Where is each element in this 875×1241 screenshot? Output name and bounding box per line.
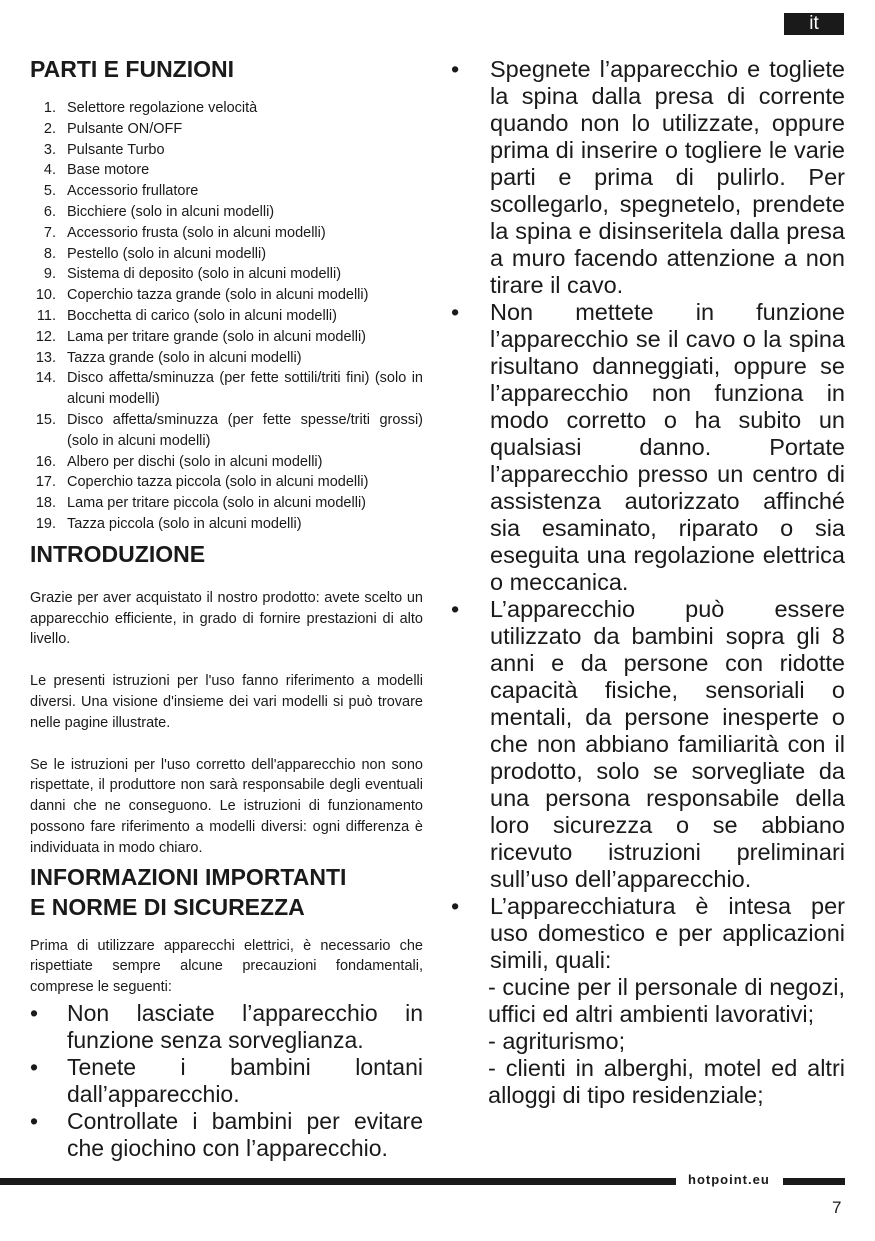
parts-item-text: Tazza piccola (solo in alcuni modelli) bbox=[67, 515, 302, 532]
bullet-icon: • bbox=[30, 999, 39, 1026]
parts-item-number: 9. bbox=[43, 266, 56, 283]
parts-item-text: Base motore bbox=[67, 162, 150, 179]
bullet-icon: • bbox=[451, 893, 460, 919]
footer-bar-left bbox=[0, 1178, 676, 1185]
parts-item-text: Bocchetta di carico (solo in alcuni modelli) bbox=[67, 307, 337, 324]
parts-list-item bbox=[30, 493, 423, 514]
parts-item-number: 4. bbox=[43, 162, 56, 179]
safety-left-item-text: Controllate i bambini per evitare che giochino con l’apparecchio. bbox=[67, 1107, 423, 1161]
parts-item-text: Disco affetta/sminuzza (per fette sottili/triti fini) (solo in alcuni modelli) bbox=[67, 370, 423, 408]
parts-list-item bbox=[30, 472, 423, 493]
footer-brand: hotpoint.eu bbox=[688, 1172, 770, 1187]
parts-item-number: 6. bbox=[43, 203, 56, 220]
parts-list-item bbox=[30, 202, 423, 223]
parts-list-item bbox=[30, 264, 423, 285]
safety-right-item bbox=[450, 56, 845, 299]
intro-title: INTRODUZIONE bbox=[30, 540, 206, 567]
intro-paragraph-2: Le presenti istruzioni per l'uso fanno riferimento a modelli diversi. Una visione d'insieme dei vari modelli si può trovare nelle pagine illustrate. bbox=[30, 673, 423, 731]
safety-left-item bbox=[30, 1108, 423, 1162]
safety-intro: Prima di utilizzare apparecchi elettrici, è necessario che rispettiate sempre alcune precauzioni fondamentali, comprese le seguenti: bbox=[30, 937, 423, 996]
bullet-icon: • bbox=[451, 56, 460, 82]
footer-bar-right bbox=[783, 1178, 845, 1185]
language-tab: it bbox=[784, 13, 844, 35]
parts-item-text: Pulsante Turbo bbox=[67, 141, 165, 158]
parts-item-text: Lama per tritare piccola (solo in alcuni modelli) bbox=[67, 495, 366, 512]
parts-list bbox=[30, 98, 423, 535]
safety-right-list bbox=[450, 56, 845, 974]
parts-item-number: 17. bbox=[35, 474, 56, 491]
parts-list-item bbox=[30, 140, 423, 161]
parts-item-text: Coperchio tazza piccola (solo in alcuni modelli) bbox=[67, 474, 369, 491]
safety-right-item bbox=[450, 893, 845, 974]
parts-item-number: 14. bbox=[35, 370, 56, 387]
parts-list-item bbox=[30, 285, 423, 306]
parts-item-number: 11. bbox=[36, 307, 56, 324]
intro-paragraph-3: Se le istruzioni per l'uso corretto dell'apparecchio non sono rispettate, il produttore non sarà responsabile degli eventuali danni che ne conseguono. Le istruzioni di funzionamento possono fare riferimento a modelli diversi: ogni differenza è individuata in modo chiaro. bbox=[30, 756, 423, 856]
right-column bbox=[450, 56, 845, 1109]
parts-item-number: 3. bbox=[43, 141, 56, 158]
safety-left-item-text: Tenete i bambini lontani dall’apparecchio. bbox=[67, 1053, 423, 1107]
safety-right-item-text: Non mettete in funzione l’apparecchio se il cavo o la spina risultano danneggiati, oppure se l’apparecchio non funziona in modo corretto o ha subito un qualsiasi danno. Portate l’apparecchio presso un centro di assistenza autorizzato affinché sia esaminato, riparato o sia eseguita una regolazione elettrica o meccanica. bbox=[490, 299, 845, 595]
safety-left-item bbox=[30, 1000, 423, 1054]
parts-item-text: Albero per dischi (solo in alcuni modelli) bbox=[67, 453, 323, 470]
parts-item-text: Coperchio tazza grande (solo in alcuni modelli) bbox=[67, 287, 369, 304]
safety-right-item bbox=[450, 299, 845, 596]
usage-sublist-item: - cucine per il personale di negozi, uffici ed altri ambienti lavorativi; bbox=[488, 974, 845, 1027]
parts-list-item bbox=[30, 514, 423, 535]
bullet-icon: • bbox=[30, 1107, 39, 1134]
parts-item-number: 18. bbox=[35, 495, 56, 512]
parts-list-item bbox=[30, 98, 423, 119]
parts-list-item bbox=[30, 368, 423, 410]
parts-item-text: Selettore regolazione velocità bbox=[67, 100, 258, 116]
parts-list-item bbox=[30, 181, 423, 202]
parts-list-item bbox=[30, 223, 423, 244]
parts-item-number: 7. bbox=[43, 224, 56, 241]
bullet-icon: • bbox=[30, 1053, 39, 1080]
parts-list-item bbox=[30, 160, 423, 181]
parts-list-item bbox=[30, 410, 423, 452]
parts-item-number: 5. bbox=[43, 183, 56, 200]
parts-item-text: Pulsante ON/OFF bbox=[67, 120, 183, 137]
usage-sublist bbox=[450, 974, 845, 1109]
usage-sublist-item: - clienti in alberghi, motel ed altri alloggi di tipo residenziale; bbox=[488, 1055, 845, 1108]
safety-title-line-1: INFORMAZIONI IMPORTANTI bbox=[30, 863, 347, 890]
safety-title-line-2: E NORME DI SICUREZZA bbox=[30, 893, 305, 920]
parts-item-text: Pestello (solo in alcuni modelli) bbox=[67, 245, 267, 262]
parts-item-number: 15. bbox=[35, 411, 56, 428]
parts-list-item bbox=[30, 452, 423, 473]
safety-right-item-text: L’apparecchio può essere utilizzato da bambini sopra gli 8 anni e da persone con ridotte capacità fisiche, sensoriali o mentali, da persone inesperte o che non abbiano familiarità con il prodotto, solo se sorvegliate da una persona responsabile della loro sicurezza o se abbiano ricevuto istruzioni preliminari sull’uso dell’apparecchio. bbox=[490, 596, 845, 892]
parts-item-number: 12. bbox=[35, 328, 56, 345]
safety-left-list bbox=[30, 1000, 423, 1162]
parts-list-item bbox=[30, 119, 423, 140]
intro-paragraph-1: Grazie per aver acquistato il nostro prodotto: avete scelto un apparecchio efficiente, in grado di fornire prestazioni di alto livello. bbox=[30, 589, 423, 648]
bullet-icon: • bbox=[451, 299, 460, 325]
left-column bbox=[30, 54, 423, 1162]
parts-item-text: Accessorio frusta (solo in alcuni modelli) bbox=[67, 224, 326, 241]
parts-item-number: 2. bbox=[43, 120, 56, 137]
safety-left-item-text: Non lasciate l’apparecchio in funzione senza sorveglianza. bbox=[67, 999, 423, 1053]
parts-item-number: 19. bbox=[35, 515, 56, 532]
usage-sublist-item: - agriturismo; bbox=[488, 1028, 626, 1054]
parts-list-item bbox=[30, 244, 423, 265]
safety-left-item bbox=[30, 1054, 423, 1108]
parts-list-item bbox=[30, 306, 423, 327]
parts-list-item bbox=[30, 327, 423, 348]
safety-right-item-text: L’apparecchiatura è intesa per uso domestico e per applicazioni simili, quali: bbox=[490, 893, 845, 973]
parts-item-text: Bicchiere (solo in alcuni modelli) bbox=[67, 203, 275, 220]
safety-right-item-text: Spegnete l’apparecchio e togliete la spina dalla presa di corrente quando non lo utilizzate, oppure prima di inserire o togliere le varie parti e prima di pulirlo. Per scollegarlo, spegnetelo, prendete la spina e disinseritela dalla presa a muro facendo attenzione a non tirare il cavo. bbox=[490, 56, 845, 298]
parts-item-number: 13. bbox=[35, 349, 56, 366]
parts-list-item bbox=[30, 348, 423, 369]
parts-item-number: 1. bbox=[43, 100, 56, 116]
page-number: 7 bbox=[832, 1198, 842, 1217]
parts-item-number: 16. bbox=[35, 453, 56, 470]
parts-item-number: 8. bbox=[43, 245, 56, 262]
safety-right-item bbox=[450, 596, 845, 893]
parts-item-text: Disco affetta/sminuzza (per fette spesse/triti grossi) (solo in alcuni modelli) bbox=[67, 411, 423, 449]
parts-item-text: Lama per tritare grande (solo in alcuni modelli) bbox=[67, 328, 367, 345]
parts-item-number: 10. bbox=[35, 287, 56, 304]
parts-title: PARTI E FUNZIONI bbox=[30, 56, 235, 82]
parts-item-text: Tazza grande (solo in alcuni modelli) bbox=[67, 349, 302, 366]
parts-item-text: Accessorio frullatore bbox=[67, 183, 199, 200]
bullet-icon: • bbox=[451, 596, 460, 622]
parts-item-text: Sistema di deposito (solo in alcuni modelli) bbox=[67, 266, 342, 283]
